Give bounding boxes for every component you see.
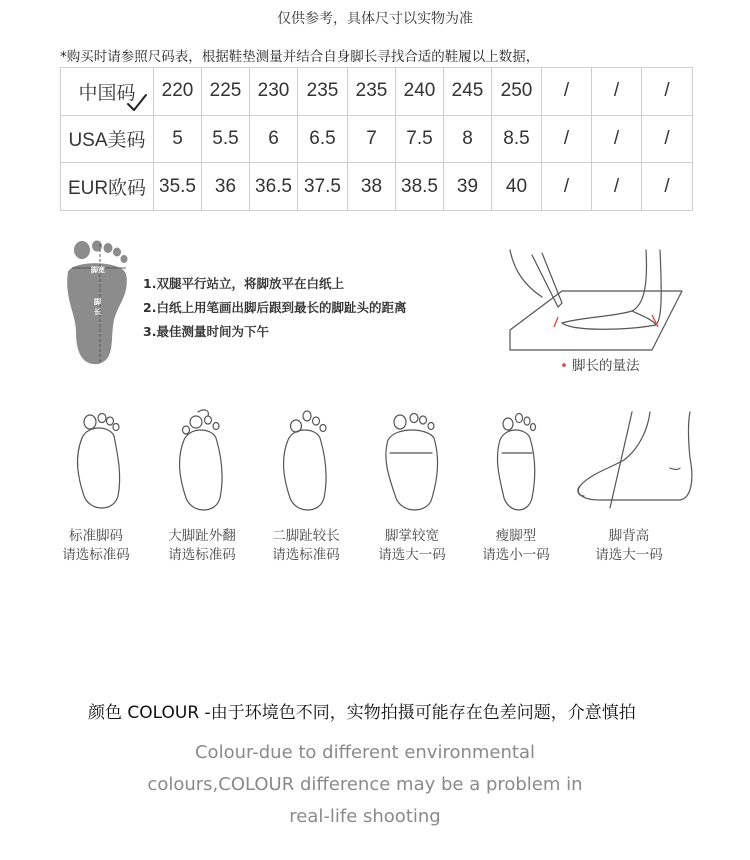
size-cell: / <box>642 163 693 211</box>
foot-type-bunion <box>147 527 257 565</box>
size-cell: / <box>592 68 642 116</box>
foot-length-caption-text: 脚长的量法 <box>571 358 640 374</box>
foot-type-label: 瘦脚型 <box>495 528 537 544</box>
size-cell: 37.5 <box>298 163 348 211</box>
size-row-eur <box>61 163 693 211</box>
colour-text: -由于环境色不同，实物拍摄可能存在色差问题，介意慎拍 <box>199 703 636 723</box>
size-cell: 38 <box>348 163 396 211</box>
colour-heading: 颜色 COLOUR <box>88 703 200 723</box>
size-row-usa <box>61 115 693 163</box>
foot-type-high-instep <box>574 527 684 565</box>
size-cell: 39 <box>444 163 492 211</box>
size-cell: 38.5 <box>396 163 444 211</box>
foot-type-label: 大脚趾外翻 <box>168 528 236 544</box>
foot-type-label: 二脚趾较长 <box>272 528 340 544</box>
bullet-dot-icon: • <box>560 358 568 374</box>
size-cell: 7.5 <box>396 115 444 163</box>
size-row-cn <box>61 68 693 116</box>
size-chart-table <box>60 67 693 211</box>
size-cell: 240 <box>396 68 444 116</box>
foot-standard-icon <box>78 414 120 509</box>
foot-bunion-icon <box>180 410 223 510</box>
size-cell: / <box>592 115 642 163</box>
size-cell: 8.5 <box>492 115 542 163</box>
size-note: *购买时请参照尺码表，根据鞋垫测量并结合自身脚长寻找合适的鞋履以上数据， <box>60 49 540 65</box>
foot-length-measure-illustration <box>502 245 692 355</box>
foot-width-label: 脚宽 <box>91 266 105 274</box>
colour-note-english <box>0 737 730 833</box>
english-line-1: Colour-due to different environmental <box>194 742 535 763</box>
foot-wide-icon <box>386 414 438 511</box>
size-cell: 8 <box>444 115 492 163</box>
size-cell: 230 <box>250 68 298 116</box>
size-cell: 35.5 <box>154 163 202 211</box>
foot-types-illustrations <box>60 408 710 523</box>
foot-length-label-bottom: 长 <box>94 308 101 316</box>
size-cell: / <box>592 163 642 211</box>
foot-length-caption <box>560 354 639 374</box>
size-cell: 250 <box>492 68 542 116</box>
size-cell: / <box>542 68 592 116</box>
foot-type-advice: 请选标准码 <box>272 547 340 563</box>
english-line-2: colours,COLOUR difference may be a problem in <box>147 774 583 795</box>
foot-type-label: 脚背高 <box>608 528 650 544</box>
foot-type-label: 标准脚码 <box>69 528 123 544</box>
foot-type-advice: 请选大一码 <box>378 547 446 563</box>
size-cell: 7 <box>348 115 396 163</box>
colour-note <box>88 698 636 723</box>
foot-type-advice: 请选小一码 <box>482 547 550 563</box>
foot-type-wide <box>357 527 467 565</box>
size-cell: / <box>642 115 693 163</box>
foot-slim-icon <box>497 414 535 511</box>
size-cell: 225 <box>202 68 250 116</box>
size-cell: 6.5 <box>298 115 348 163</box>
foot-type-advice: 请选标准码 <box>168 547 236 563</box>
size-cell: / <box>642 68 693 116</box>
measure-step-3: 3.最佳测量时间为下午 <box>143 324 269 339</box>
size-cell: 5.5 <box>202 115 250 163</box>
size-cell: 36 <box>202 163 250 211</box>
row-label-cn: 中国码 <box>61 68 154 116</box>
foot-type-label: 脚掌较宽 <box>385 528 439 544</box>
foot-high-instep-icon <box>578 412 692 508</box>
size-cell: / <box>542 115 592 163</box>
size-cell: 5 <box>154 115 202 163</box>
footprint-measure-illustration <box>60 238 140 368</box>
size-cell: 36.5 <box>250 163 298 211</box>
foot-long-second-toe-icon <box>284 411 327 510</box>
measure-step-2: 2.白纸上用笔画出脚后跟到最长的脚趾头的距离 <box>143 300 407 315</box>
foot-type-long-second-toe <box>251 527 361 565</box>
size-cell: 220 <box>154 68 202 116</box>
foot-type-advice: 请选大一码 <box>595 547 663 563</box>
size-cell: 235 <box>348 68 396 116</box>
size-cell: / <box>542 163 592 211</box>
foot-type-slim <box>461 527 571 565</box>
row-label-eur: EUR欧码 <box>61 163 154 211</box>
size-cell: 6 <box>250 115 298 163</box>
disclaimer: 仅供参考，具体尺寸以实物为准 <box>277 11 473 27</box>
foot-length-label-top: 脚 <box>94 298 101 306</box>
checkmark-icon <box>126 92 148 114</box>
row-label-usa: USA美码 <box>61 115 154 163</box>
foot-type-advice: 请选标准码 <box>62 547 130 563</box>
english-line-3: real-life shooting <box>289 806 441 827</box>
measure-steps <box>143 272 406 344</box>
size-cell: 40 <box>492 163 542 211</box>
measure-step-1: 1.双腿平行站立，将脚放平在白纸上 <box>143 276 344 291</box>
size-cell: 245 <box>444 68 492 116</box>
size-cell: 235 <box>298 68 348 116</box>
foot-type-standard <box>41 527 151 565</box>
